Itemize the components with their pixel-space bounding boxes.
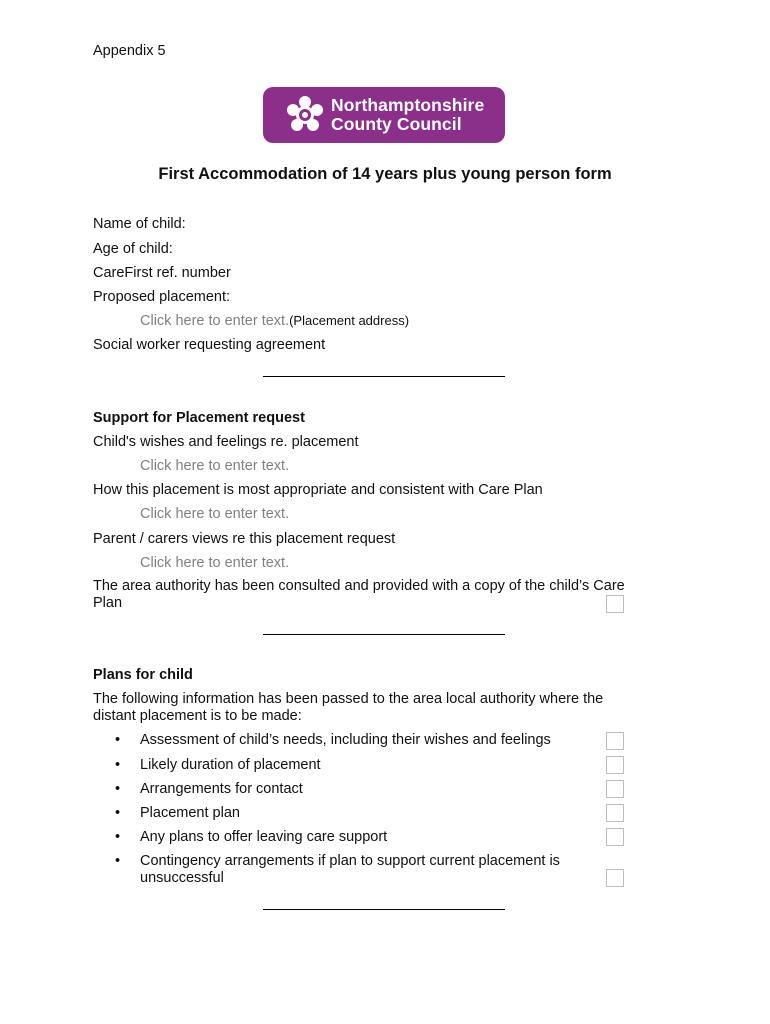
wishes-label: Child's wishes and feelings re. placement [93, 434, 359, 450]
plans-intro [93, 691, 663, 725]
contingency-line-1: Contingency arrangements if plan to support current placement is [140, 853, 560, 869]
bullet: • [115, 781, 121, 797]
bullet: • [115, 805, 121, 821]
logo-line-2: County Council [331, 114, 462, 134]
appropriate-label: How this placement is most appropriate and consistent with Care Plan [93, 482, 543, 498]
plan-item-assessment: Assessment of child’s needs, including their wishes and feelings [140, 732, 551, 748]
plan-checkbox-leaving-care[interactable] [606, 828, 624, 846]
logo-line-1: Northamptonshire [331, 95, 485, 115]
plan-item-leaving-care: Any plans to offer leaving care support [140, 829, 388, 845]
council-logo [263, 87, 505, 143]
page-title: First Accommodation of 14 years plus young person form [158, 165, 612, 183]
signature-line-support [263, 634, 505, 635]
plans-heading: Plans for child [93, 667, 193, 683]
wishes-field[interactable]: Click here to enter text. [140, 458, 290, 474]
bullet: • [115, 829, 121, 845]
name-of-child-label: Name of child: [93, 216, 186, 232]
plan-item-duration: Likely duration of placement [140, 757, 321, 773]
area-authority-consulted-text [93, 578, 663, 612]
age-of-child-label: Age of child: [93, 241, 173, 257]
rose-emblem-icon [285, 95, 325, 135]
signature-line-plans [263, 909, 505, 910]
plans-intro-line-2: distant placement is to be made: [93, 708, 302, 724]
bullet: • [115, 757, 121, 773]
plan-checkbox-contingency[interactable] [606, 869, 624, 887]
consulted-line-1: The area authority has been consulted and provided with a copy of the child’s Care [93, 578, 625, 594]
signature-line-social-worker [263, 376, 505, 377]
parent-views-field[interactable]: Click here to enter text. [140, 555, 290, 571]
plan-checkbox-contact[interactable] [606, 780, 624, 798]
plans-intro-line-1: The following information has been passed to the area local authority where the [93, 691, 604, 707]
consulted-line-2: Plan [93, 595, 123, 611]
appendix-label: Appendix 5 [93, 43, 166, 59]
placement-address-hint: (Placement address) [289, 313, 410, 328]
placement-address-field[interactable]: Click here to enter text. [140, 313, 290, 329]
contingency-line-2: unsuccessful [140, 870, 224, 886]
plan-checkbox-placement-plan[interactable] [606, 804, 624, 822]
bullet: • [115, 853, 121, 869]
carefirst-ref-label: CareFirst ref. number [93, 265, 231, 281]
area-authority-checkbox[interactable] [606, 595, 624, 613]
social-worker-label: Social worker requesting agreement [93, 337, 326, 353]
plan-item-contingency [140, 853, 600, 887]
plan-item-contact: Arrangements for contact [140, 781, 303, 797]
plan-checkbox-duration[interactable] [606, 756, 624, 774]
parent-views-label: Parent / carers views re this placement request [93, 531, 396, 547]
appropriate-field[interactable]: Click here to enter text. [140, 506, 290, 522]
proposed-placement-label: Proposed placement: [93, 289, 231, 305]
bullet: • [115, 732, 121, 748]
support-heading: Support for Placement request [93, 410, 305, 426]
plan-checkbox-assessment[interactable] [606, 732, 624, 750]
plan-item-placement-plan: Placement plan [140, 805, 240, 821]
